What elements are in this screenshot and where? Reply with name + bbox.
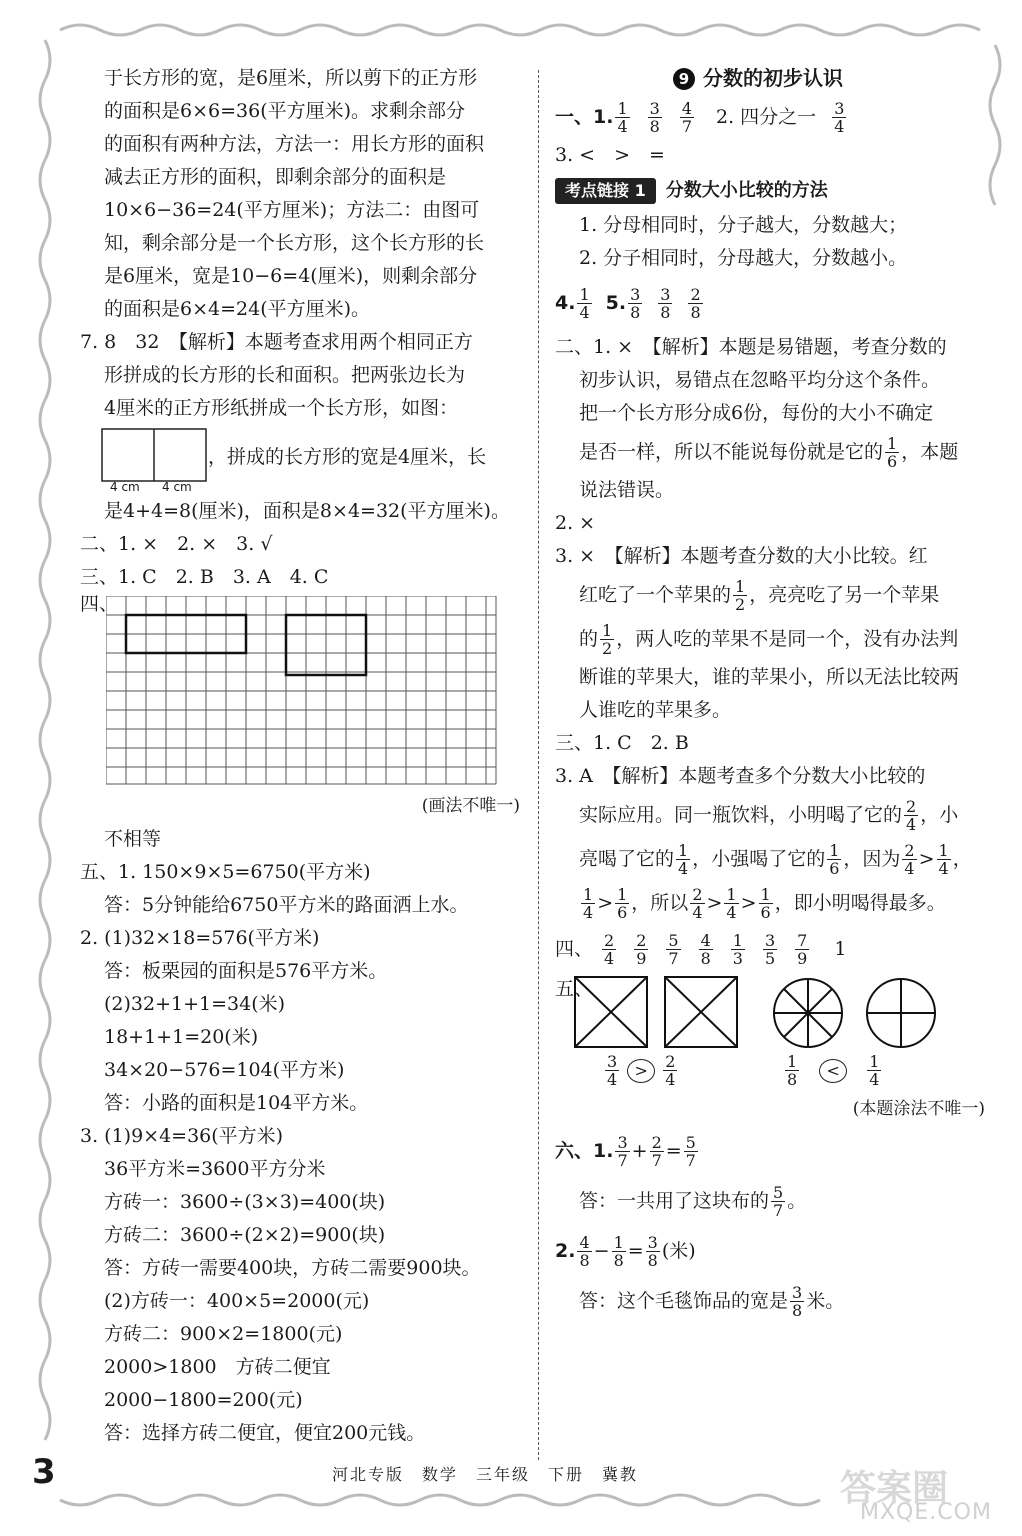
san3-line4: $\frac{1}{4}$ > $\frac{1}{6}$ ，所以 $\frac{2}{4}$ > $\frac{1}{4}$ > $\frac{1}{6}$ ，即小明喝得最多。 (583, 884, 946, 922)
kaodian-label: 考点链接 1 (555, 178, 656, 204)
fraction: $\frac{3}{8}$ (630, 284, 641, 322)
compare-2 (783, 1053, 883, 1088)
yi2-prefix: 2. 四分之一 (716, 105, 817, 128)
er1-line: 把一个长方形分成6份，每份的大小不确定 (579, 402, 934, 424)
si-label: 四、 (80, 593, 119, 615)
section-title: 分数的初步认识 (703, 66, 843, 90)
fraction: $\frac{1}{8}$ (613, 1232, 624, 1270)
p1-line: 知，剩余部分是一个长方形，这个长方形的长 (104, 232, 485, 254)
fig-label: 4 cm (110, 480, 140, 494)
compare-circle: > (627, 1059, 655, 1083)
wu-figures (555, 973, 985, 1093)
fraction: $\frac{1}{6}$ (760, 884, 771, 922)
p1-line: 减去正方形的面积，即剩余部分的面积是 (104, 166, 447, 188)
fraction: $\frac{1}{6}$ (617, 884, 628, 922)
wu-line: 方砖二：900×2=1800(元) (104, 1323, 343, 1345)
liu1-answer: 答：一共用了这块布的 $\frac{5}{7}$ 。 (579, 1182, 807, 1220)
compare-1 (603, 1053, 679, 1088)
fraction: $\frac{2}{7}$ (651, 1132, 662, 1170)
q7-last: 是4+4=8(厘米)，面积是8×4=32(平方厘米)。 (104, 500, 510, 522)
fraction: $\frac{2}{4}$ (692, 884, 703, 922)
fraction: $\frac{3}{4}$ (834, 98, 845, 136)
q4-prefix: 4. (555, 291, 576, 314)
wu-line: 答：小路的面积是104平方米。 (104, 1092, 369, 1114)
fraction: $\frac{1}{4}$ (678, 840, 689, 878)
wu-line: 答：5分钟能给6750平方米的路面洒上水。 (104, 894, 469, 916)
liu2-prefix: 2. (555, 1239, 576, 1262)
fraction: $\frac{2}{4}$ (665, 1052, 676, 1089)
fraction: $\frac{2}{8}$ (690, 284, 701, 322)
fig-label: 4 cm (162, 480, 192, 494)
wu-line: (2)32+1+1=34(米) (104, 993, 286, 1015)
section-number: 9 (673, 68, 695, 90)
liu1-line: 六、1. $\frac{3}{7}$ + $\frac{2}{7}$ = $\frac{5}{7}$ (555, 1132, 696, 1170)
kaodian-title: 分数大小比较的方法 (665, 180, 828, 201)
wu-line: 答：选择方砖二便宜，便宜200元钱。 (104, 1422, 426, 1444)
fraction: $\frac{5}{7}$ (685, 1132, 696, 1170)
q5-prefix: 5. (605, 291, 627, 314)
fraction: $\frac{3}{5}$ (764, 930, 776, 968)
fraction: $\frac{1}{4}$ (938, 840, 949, 878)
fraction: $\frac{2}{4}$ (604, 930, 615, 968)
p1-line: 的面积是6×6=36(平方厘米)。求剩余部分 (104, 100, 466, 122)
er-answers: 二、1. × 2. × 3. √ (80, 533, 273, 555)
fraction: $\frac{2}{4}$ (906, 796, 917, 834)
p1-line: 的面积是6×4=24(平方厘米)。 (104, 298, 371, 320)
fraction: $\frac{5}{7}$ (668, 930, 679, 968)
column-divider (538, 70, 539, 1460)
fraction: $\frac{1}{3}$ (732, 930, 743, 968)
wu-line: 方砖二：3600÷(2×2)=900(块) (104, 1224, 386, 1246)
san12: 三、1. C 2. B (555, 732, 689, 754)
wu-line: 2000>1800 方砖二便宜 (104, 1356, 331, 1378)
section-heading (673, 62, 985, 95)
wu-prefix: 五、 (555, 978, 594, 1000)
fraction: $\frac{1}{2}$ (602, 620, 613, 658)
q7-line: 形拼成的长方形的长和面积。把两张边长为 (104, 364, 466, 386)
fraction: $\frac{1}{4}$ (869, 1052, 880, 1089)
fraction: $\frac{1}{6}$ (829, 840, 840, 878)
si-prefix: 四、 (555, 937, 594, 960)
si-answer: 不相等 (104, 828, 162, 850)
fraction: $\frac{1}{4}$ (617, 98, 628, 136)
fraction: $\frac{3}{8}$ (660, 284, 671, 322)
p1-line: 于长方形的宽，是6厘米，所以剪下的正方形 (104, 67, 478, 89)
fraction-shapes (573, 973, 993, 1053)
yi3: 3. < > = (555, 144, 665, 166)
si-last: 1 (834, 937, 847, 960)
q7-line: 4厘米的正方形纸拼成一个长方形，如图： (104, 397, 459, 419)
wu-line: 2000−1800=200(元) (104, 1389, 303, 1411)
watermark-logo: 答案圈 (840, 1468, 949, 1509)
si-note: (画法不唯一) (421, 796, 520, 816)
yi-line-1 (555, 95, 985, 139)
fraction: $\frac{1}{6}$ (887, 433, 898, 471)
liu2-answer: 答：这个毛毯饰品的宽是 $\frac{3}{8}$ 米。 (579, 1282, 845, 1320)
fraction: $\frac{3}{8}$ (647, 1232, 658, 1270)
footer-text: 河北专版 数学 三年级 下册 冀教 (332, 1465, 639, 1484)
watermark-url: MXQE.COM (860, 1500, 992, 1525)
wu-line: 3. (1)9×4=36(平方米) (80, 1125, 284, 1147)
q4-5-line (555, 275, 985, 331)
er3-line4: 断谁的苹果大，谁的苹果小，所以无法比较两 (579, 666, 960, 688)
fraction: $\frac{3}{7}$ (617, 1132, 628, 1170)
san-answers: 三、1. C 2. B 3. A 4. C (80, 566, 329, 588)
wu-line: 五、1. 150×9×5=6750(平方米) (80, 861, 371, 883)
si-grid-block (80, 594, 520, 790)
kaodian-banner (555, 174, 985, 207)
fraction: $\frac{1}{4}$ (583, 884, 594, 922)
page-number: 3 (32, 1452, 56, 1492)
si-fractions-line (555, 925, 985, 973)
fraction: $\frac{1}{8}$ (787, 1052, 798, 1089)
p1-line: 是6厘米，宽是10−6=4(厘米)，则剩余部分 (104, 265, 478, 287)
right-column (555, 62, 985, 1326)
q7-fig-text: ，拼成的长方形的宽是4厘米，长 (208, 446, 487, 468)
fraction: $\frac{1}{4}$ (726, 884, 737, 922)
er1-line4: 是否一样，所以不能说每份就是它的 $\frac{1}{6}$ ，本题 (579, 433, 959, 471)
q7-figure-row (80, 425, 520, 495)
p1-line: 10×6−36=24(平方厘米)；方法二：由图可 (104, 199, 480, 221)
liu1-prefix: 六、1. (555, 1139, 614, 1162)
kaodian-line: 2. 分子相同时，分母越大，分数越小。 (579, 247, 908, 269)
fraction: $\frac{4}{7}$ (681, 98, 693, 136)
fraction: $\frac{3}{8}$ (649, 98, 660, 136)
grid-drawing (106, 596, 498, 786)
wu-note: (本题涂法不唯一) (852, 1099, 985, 1119)
er1-line5: 说法错误。 (579, 479, 675, 501)
fraction: $\frac{2}{9}$ (636, 930, 647, 968)
kaodian-line: 1. 分母相同时，分子越大，分数越大； (579, 214, 908, 236)
q7-head: 7. 8 32 【解析】本题考查求用两个相同正方 (80, 331, 473, 353)
san3-line3: 亮喝了它的 $\frac{1}{4}$ ，小强喝了它的 $\frac{1}{6}$ ，因为 $\frac{2}{4}$ > $\frac{1}{4}$ ， (579, 840, 972, 878)
fraction: $\frac{5}{7}$ (773, 1182, 784, 1220)
left-column (80, 62, 520, 1450)
wu-line: 答：方砖一需要400块，方砖二需要900块。 (104, 1257, 481, 1279)
er1-line: 初步认识，易错点在忽略平均分这个条件。 (579, 369, 941, 391)
er2: 2. × (555, 512, 596, 534)
er1-head: 二、1. × 【解析】本题是易错题，考查分数的 (555, 336, 947, 358)
wu-line: 36平方米=3600平方分米 (104, 1158, 326, 1180)
er3-line2: 红吃了一个苹果的 $\frac{1}{2}$ ，亮亮吃了另一个苹果 (579, 576, 940, 614)
fraction: $\frac{4}{8}$ (700, 930, 711, 968)
fraction: $\frac{2}{4}$ (904, 840, 915, 878)
wu-line: (2)方砖一：400×5=2000(元) (104, 1290, 370, 1312)
san3-line2: 实际应用。同一瓶饮料，小明喝了它的 $\frac{2}{4}$ ，小 (579, 796, 959, 834)
wu-line: 答：板栗园的面积是576平方米。 (104, 960, 388, 982)
fraction: $\frac{1}{2}$ (735, 576, 746, 614)
fraction: $\frac{3}{4}$ (607, 1052, 618, 1089)
er3-line5: 人谁吃的苹果多。 (579, 699, 732, 721)
fraction: $\frac{7}{9}$ (797, 930, 808, 968)
san3-head: 3. A 【解析】本题考查多个分数大小比较的 (555, 765, 926, 787)
wu-line: 18+1+1=20(米) (104, 1026, 259, 1048)
liu2-line: 2. $\frac{4}{8}$ − $\frac{1}{8}$ = $\frac{3}{8}$ (米) (555, 1232, 696, 1270)
wu-line: 方砖一：3600÷(3×3)=400(块) (104, 1191, 386, 1213)
wu-line: 2. (1)32×18=576(平方米) (80, 927, 320, 949)
er3-head: 3. × 【解析】本题考查分数的大小比较。红 (555, 545, 928, 567)
wu-line: 34×20−576=104(平方米) (104, 1059, 345, 1081)
fraction: $\frac{3}{8}$ (792, 1282, 803, 1320)
yi1-prefix: 一、1. (555, 105, 614, 128)
compare-circle: < (819, 1059, 847, 1083)
er3-line3: 的 $\frac{1}{2}$ ，两人吃的苹果不是同一个，没有办法判 (579, 620, 959, 658)
p1-line: 的面积有两种方法，方法一：用长方形的面积 (104, 133, 485, 155)
fraction: $\frac{1}{4}$ (579, 284, 590, 322)
fraction: $\frac{4}{8}$ (579, 1232, 590, 1270)
